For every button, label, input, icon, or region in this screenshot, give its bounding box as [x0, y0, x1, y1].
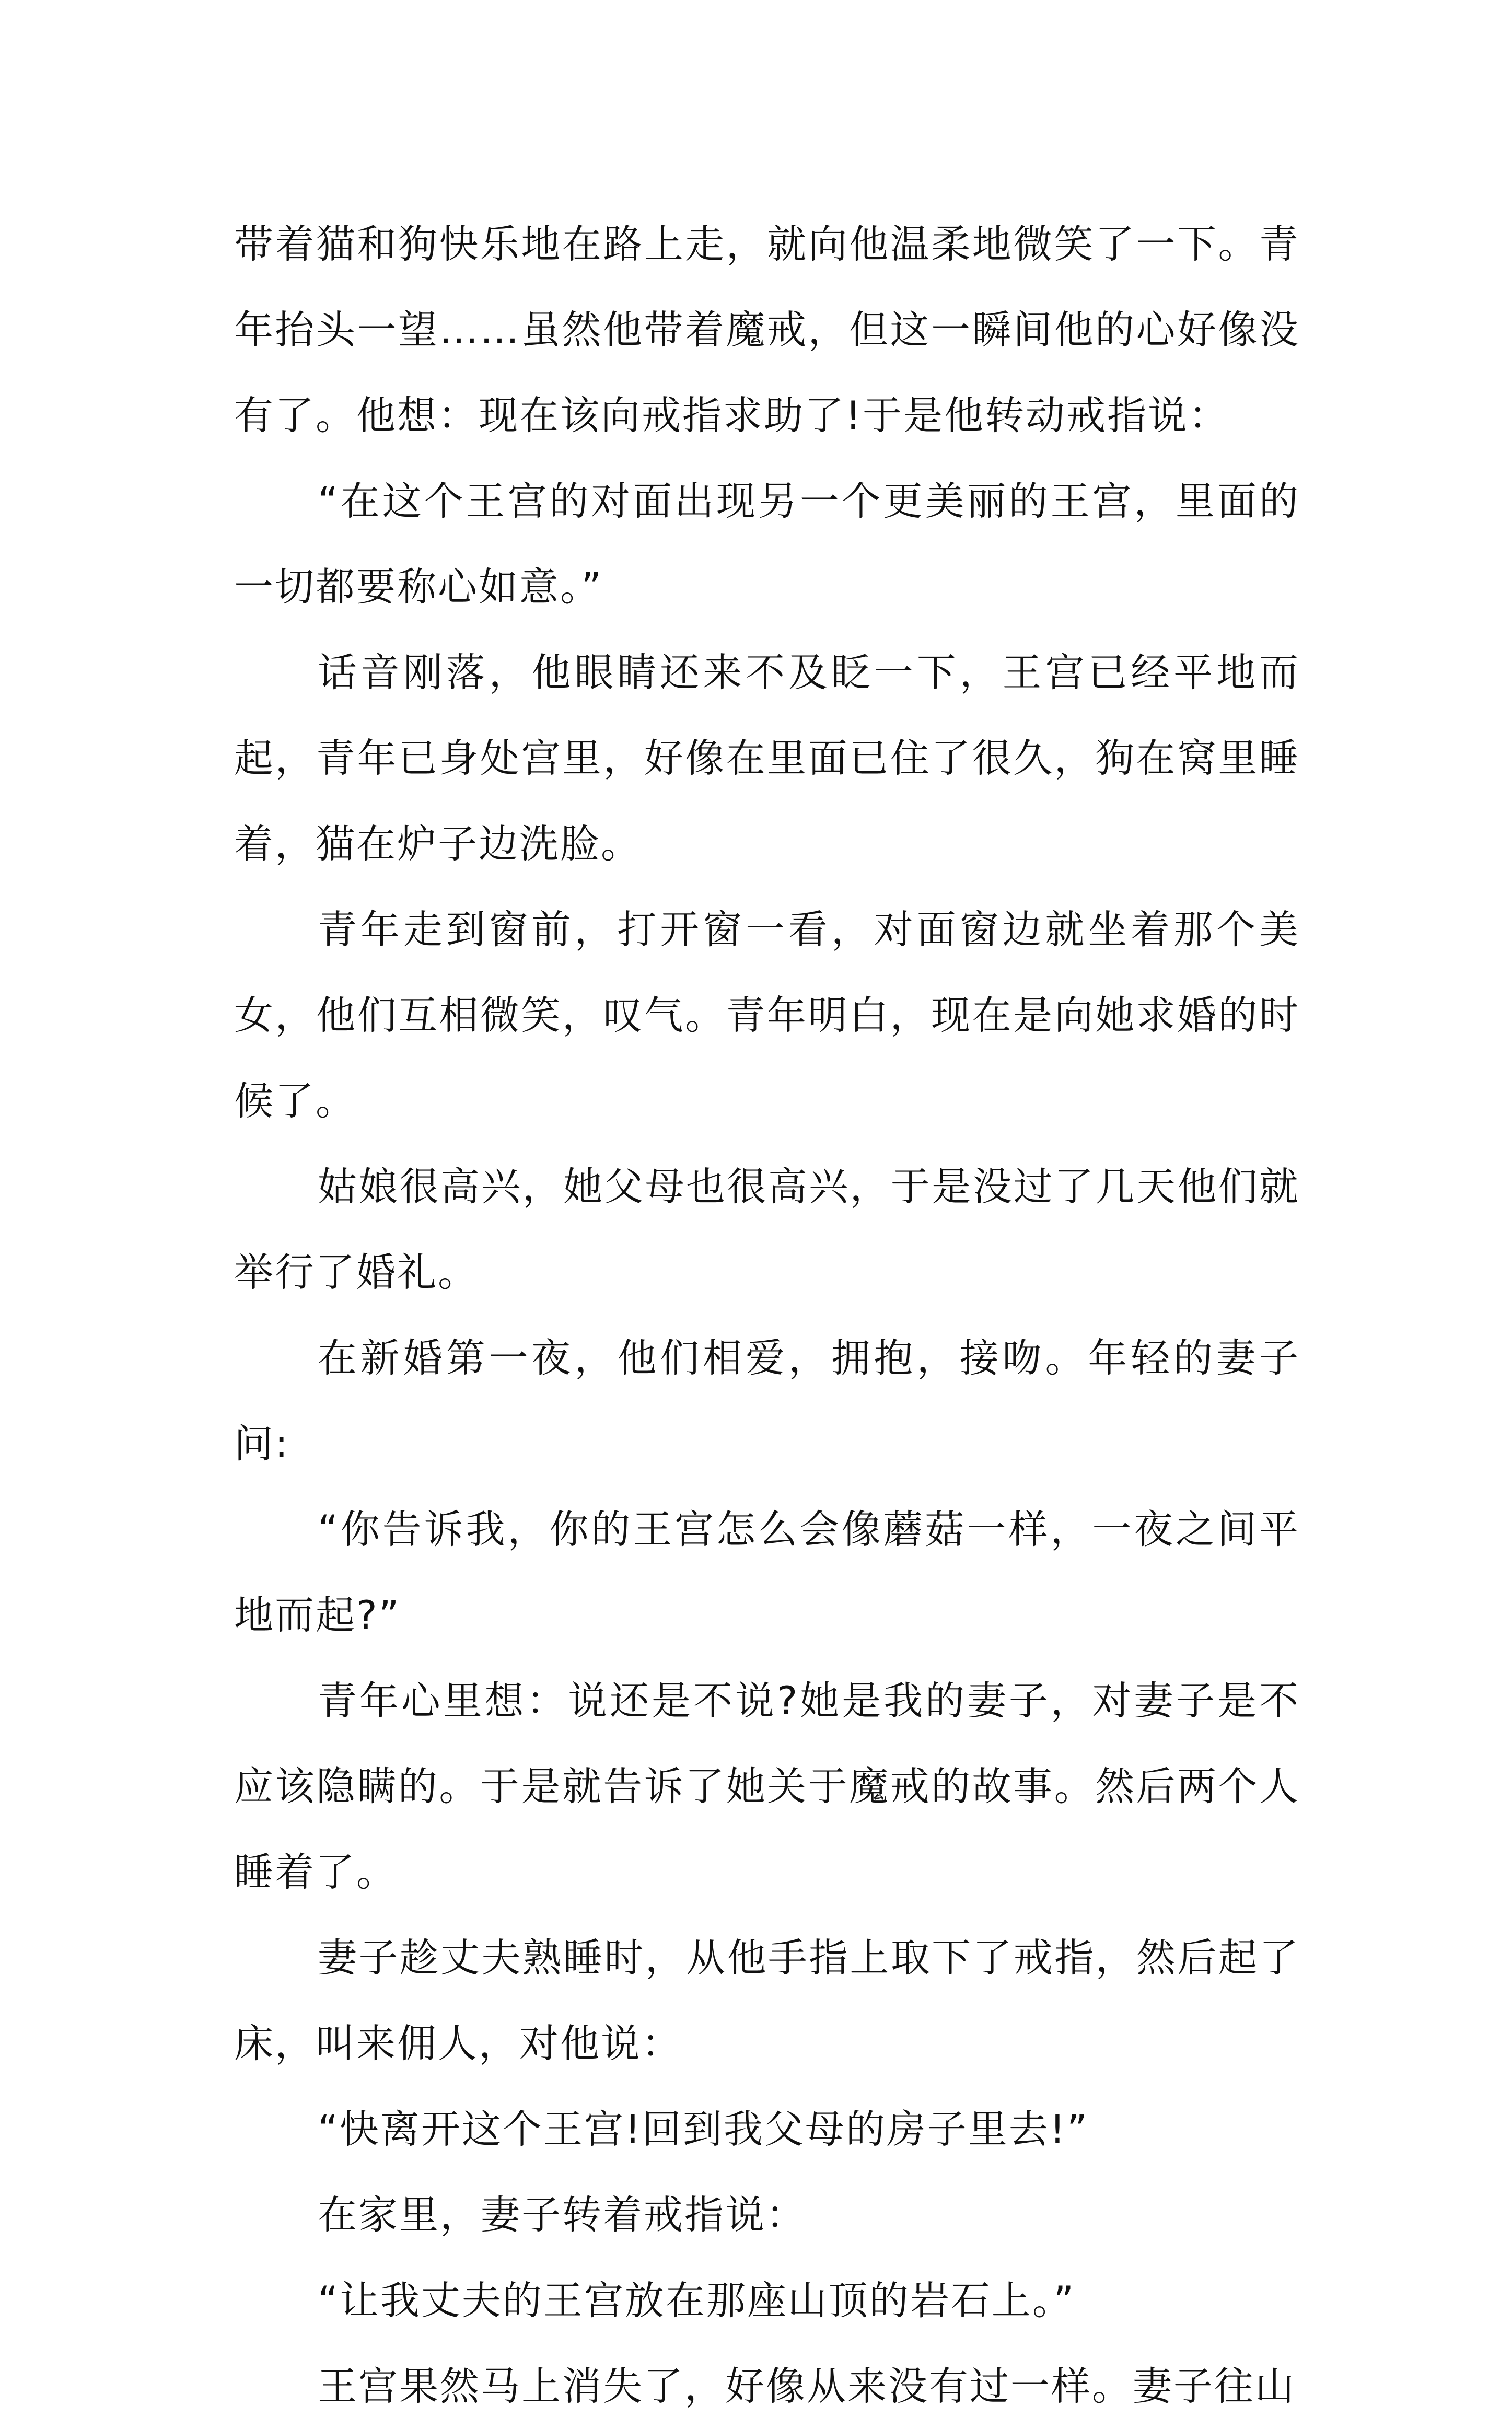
document-body — [234, 201, 1300, 2429]
paragraph-4: 青年走到窗前，打开窗一看，对面窗边就坐着那个美女，他们互相微笑，叹气。青年明白，现在是向她求婚的时候了。 — [234, 906, 1300, 1124]
paragraph-10: “快离开这个王宫!回到我父母的房子里去!” — [318, 2106, 1089, 2152]
paragraph-5: 姑娘很高兴，她父母也很高兴，于是没过了几天他们就举行了婚礼。 — [234, 1164, 1300, 1295]
paragraph-12: “让我丈夫的王宫放在那座山顶的岩石上。” — [318, 2277, 1076, 2323]
paragraph-1: 带着猫和狗快乐地在路上走，就向他温柔地微笑了一下。青年抬头一望……虽然他带着魔戒，但这一瞬间他的心好像没有了。他想：现在该向戒指求助了!于是他转动戒指说： — [234, 221, 1300, 438]
paragraph-3: 话音刚落，他眼睛还来不及眨一下，王宫已经平地而起，青年已身处宫里，好像在里面已住了很久，狗在窝里睡着，猫在炉子边洗脸。 — [234, 649, 1300, 867]
paragraph-6: 在新婚第一夜，他们相爱，拥抱，接吻。年轻的妻子问: — [234, 1335, 1300, 1467]
paragraph-2: “在这个王宫的对面出现另一个更美丽的王宫，里面的一切都要称心如意。” — [234, 478, 1300, 610]
paragraph-11: 在家里，妻子转着戒指说： — [318, 2192, 807, 2238]
paragraph-7: “你告诉我，你的王宫怎么会像蘑菇一样，一夜之间平地而起?” — [234, 1506, 1300, 1638]
paragraph-8: 青年心里想：说还是不说?她是我的妻子，对妻子是不应该隐瞒的。于是就告诉了她关于魔戒的故事。然后两个人睡着了。 — [234, 1678, 1300, 1895]
paragraph-13: 王宫果然马上消失了，好像从来没有过一样。妻子往山 — [318, 2363, 1296, 2409]
paragraph-9: 妻子趁丈夫熟睡时，从他手指上取下了戒指，然后起了床，叫来佣人，对他说： — [234, 1935, 1300, 2066]
